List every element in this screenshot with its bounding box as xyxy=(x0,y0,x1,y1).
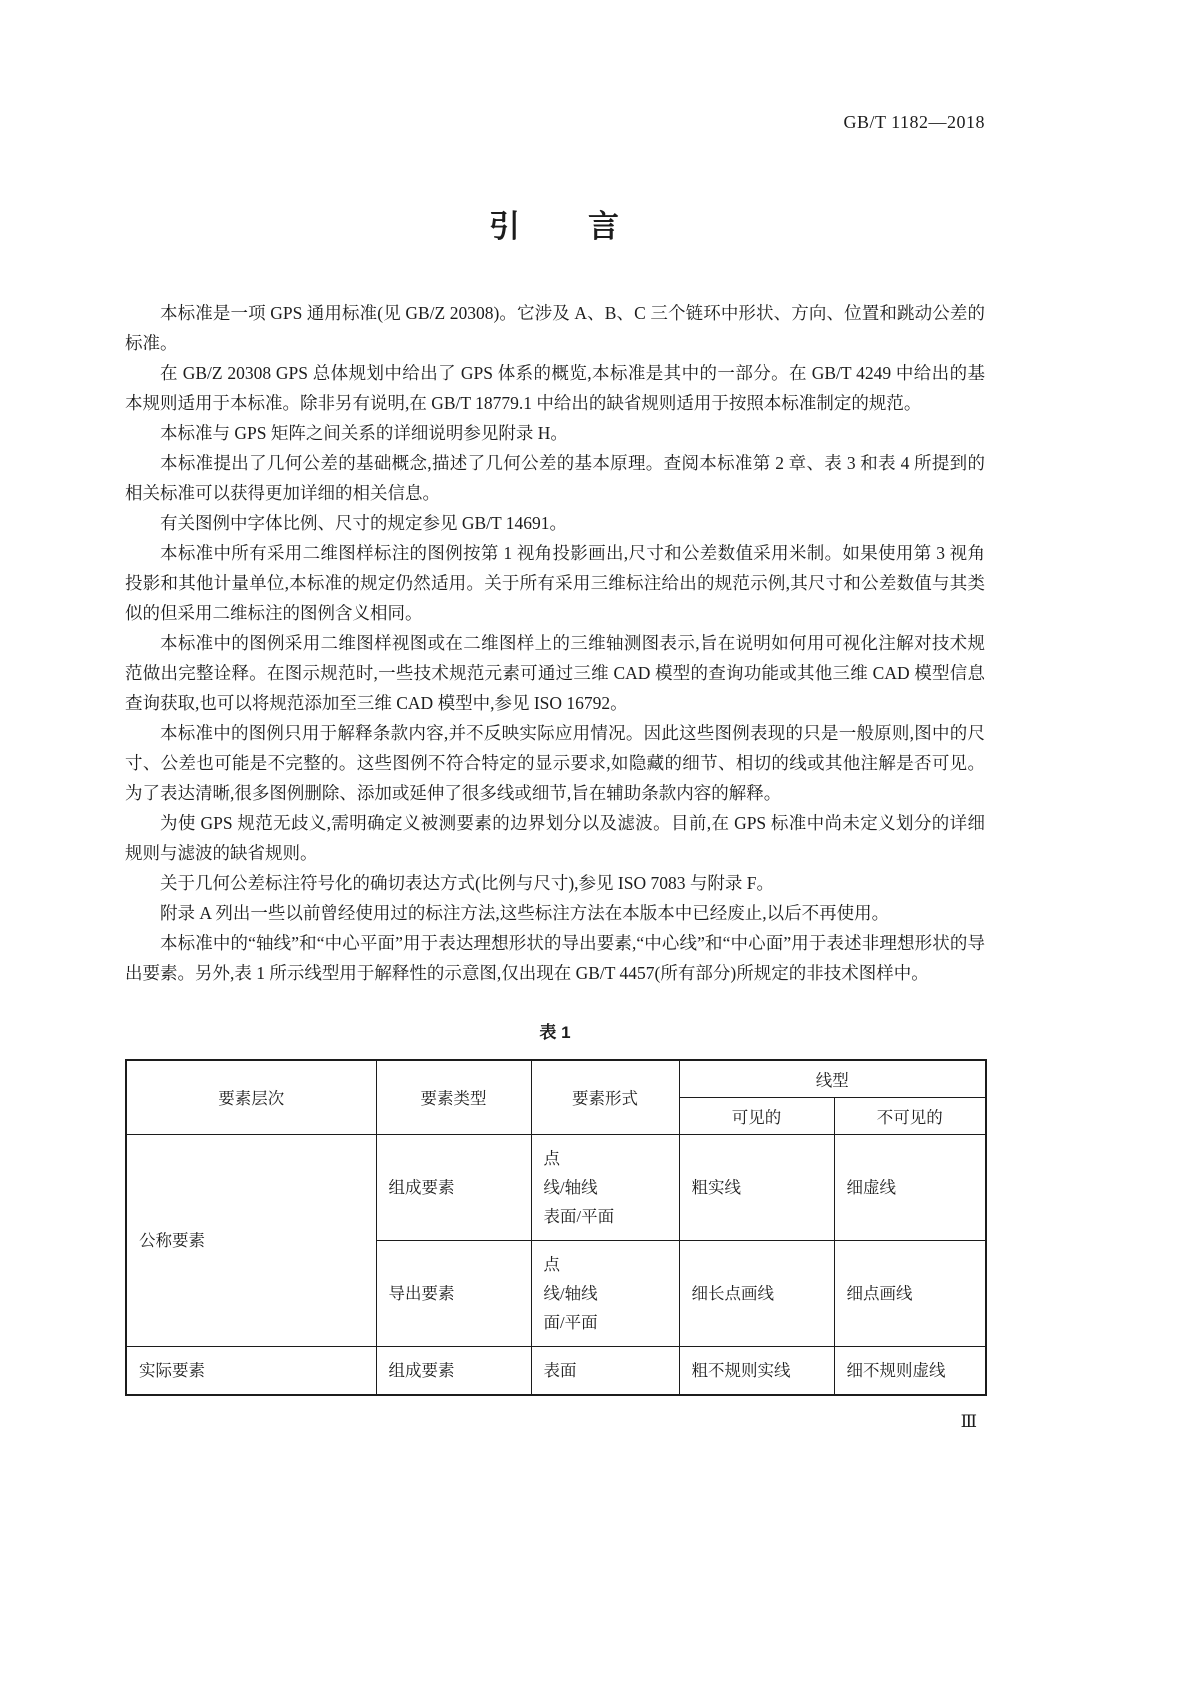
cell-element-level: 实际要素 xyxy=(126,1346,376,1395)
page-number: Ⅲ xyxy=(960,1411,977,1431)
cell-visible-linetype: 粗实线 xyxy=(679,1134,834,1240)
line-type-table xyxy=(125,1059,987,1396)
table-caption: 表 1 xyxy=(539,1023,571,1042)
cell-element-form xyxy=(531,1240,679,1346)
cell-visible-linetype: 细长点画线 xyxy=(679,1240,834,1346)
table-row-nominal-integral xyxy=(126,1134,986,1240)
paragraph-5: 有关图例中字体比例、尺寸的规定参见 GB/T 14691。 xyxy=(160,513,568,533)
doc-number: GB/T 1182—2018 xyxy=(843,112,985,132)
paragraph-7: 本标准中的图例采用二维图样视图或在二维图样上的三维轴测图表示,旨在说明如何用可视化注解对技术规范做出完整诠释。在图示规范时,一些技术规范元素可通过三维 CAD 模型的查询功能或其他三维 CAD 模型信息查询获取,也可以将规范添加至三维 CAD 模型中,参见 ISO 16792。 xyxy=(125,633,985,713)
col-header-visible: 可见的 xyxy=(679,1097,834,1134)
paragraph-2: 在 GB/Z 20308 GPS 总体规划中给出了 GPS 体系的概览,本标准是其中的一部分。在 GB/T 4249 中给出的基本规则适用于本标准。除非另有说明,在 GB/T 18779.1 中给出的缺省规则适用于按照本标准制定的规范。 xyxy=(125,363,985,413)
table-header-row-1 xyxy=(126,1060,986,1097)
table-header xyxy=(126,1060,986,1134)
paragraph-8: 本标准中的图例只用于解释条款内容,并不反映实际应用情况。因此这些图例表现的只是一般原则,图中的尺寸、公差也可能是不完整的。这些图例不符合特定的显示要求,如隐藏的细节、相切的线或其他注解是否可见。为了表达清晰,很多图例删除、添加或延伸了很多线或细节,旨在辅助条款内容的解释。 xyxy=(125,723,985,803)
body-text xyxy=(125,298,985,988)
paragraph-12: 本标准中的“轴线”和“中心平面”用于表达理想形状的导出要素,“中心线”和“中心面”用于表述非理想形状的导出要素。另外,表 1 所示线型用于解释性的示意图,仅出现在 GB/T 4457(所有部分)所规定的非技术图样中。 xyxy=(125,933,985,983)
col-header-element-type: 要素类型 xyxy=(376,1060,531,1134)
paragraph-4: 本标准提出了几何公差的基础概念,描述了几何公差的基本原理。查阅本标准第 2 章、表 3 和表 4 所提到的相关标准可以获得更加详细的相关信息。 xyxy=(125,453,985,503)
col-header-line-type-group: 线型 xyxy=(679,1060,986,1097)
col-header-element-form: 要素形式 xyxy=(531,1060,679,1134)
table-body xyxy=(126,1134,986,1395)
paragraph-3: 本标准与 GPS 矩阵之间关系的详细说明参见附录 H。 xyxy=(160,423,568,443)
cell-element-form xyxy=(531,1134,679,1240)
paragraph-10: 关于几何公差标注符号化的确切表达方式(比例与尺寸),参见 ISO 7083 与附录 F。 xyxy=(160,873,774,893)
paragraph-9: 为使 GPS 规范无歧义,需明确定义被测要素的边界划分以及滤波。目前,在 GPS 标准中尚未定义划分的详细规则与滤波的缺省规则。 xyxy=(125,813,985,863)
cell-invisible-linetype: 细虚线 xyxy=(834,1134,986,1240)
col-header-invisible: 不可见的 xyxy=(834,1097,986,1134)
cell-invisible-linetype: 细点画线 xyxy=(834,1240,986,1346)
form-line: 线/轴线 xyxy=(543,1177,598,1197)
form-line: 点 xyxy=(543,1254,560,1274)
form-line: 点 xyxy=(543,1148,560,1168)
cell-element-level: 公称要素 xyxy=(126,1134,376,1346)
table-row-real-integral xyxy=(126,1346,986,1395)
cell-element-form: 表面 xyxy=(531,1346,679,1395)
paragraph-6: 本标准中所有采用二维图样标注的图例按第 1 视角投影画出,尺寸和公差数值采用米制。如果使用第 3 视角投影和其他计量单位,本标准的规定仍然适用。关于所有采用三维标注给出的规范示例,其尺寸和公差数值与其类似的但采用二维标注的图例含义相同。 xyxy=(125,543,985,623)
cell-element-type: 组成要素 xyxy=(376,1346,531,1395)
page-title: 引 言 xyxy=(489,209,621,244)
cell-element-type: 导出要素 xyxy=(376,1240,531,1346)
page-content xyxy=(125,112,985,1432)
form-line: 线/轴线 xyxy=(543,1283,598,1303)
cell-element-type: 组成要素 xyxy=(376,1134,531,1240)
form-line: 面/平面 xyxy=(543,1312,598,1332)
col-header-element-level: 要素层次 xyxy=(126,1060,376,1134)
form-line: 表面/平面 xyxy=(543,1206,615,1226)
cell-invisible-linetype: 细不规则虚线 xyxy=(834,1346,986,1395)
cell-visible-linetype: 粗不规则实线 xyxy=(679,1346,834,1395)
paragraph-11: 附录 A 列出一些以前曾经使用过的标注方法,这些标注方法在本版本中已经废止,以后不再使用。 xyxy=(160,903,890,923)
paragraph-1: 本标准是一项 GPS 通用标准(见 GB/Z 20308)。它涉及 A、B、C 三个链环中形状、方向、位置和跳动公差的标准。 xyxy=(125,303,985,353)
